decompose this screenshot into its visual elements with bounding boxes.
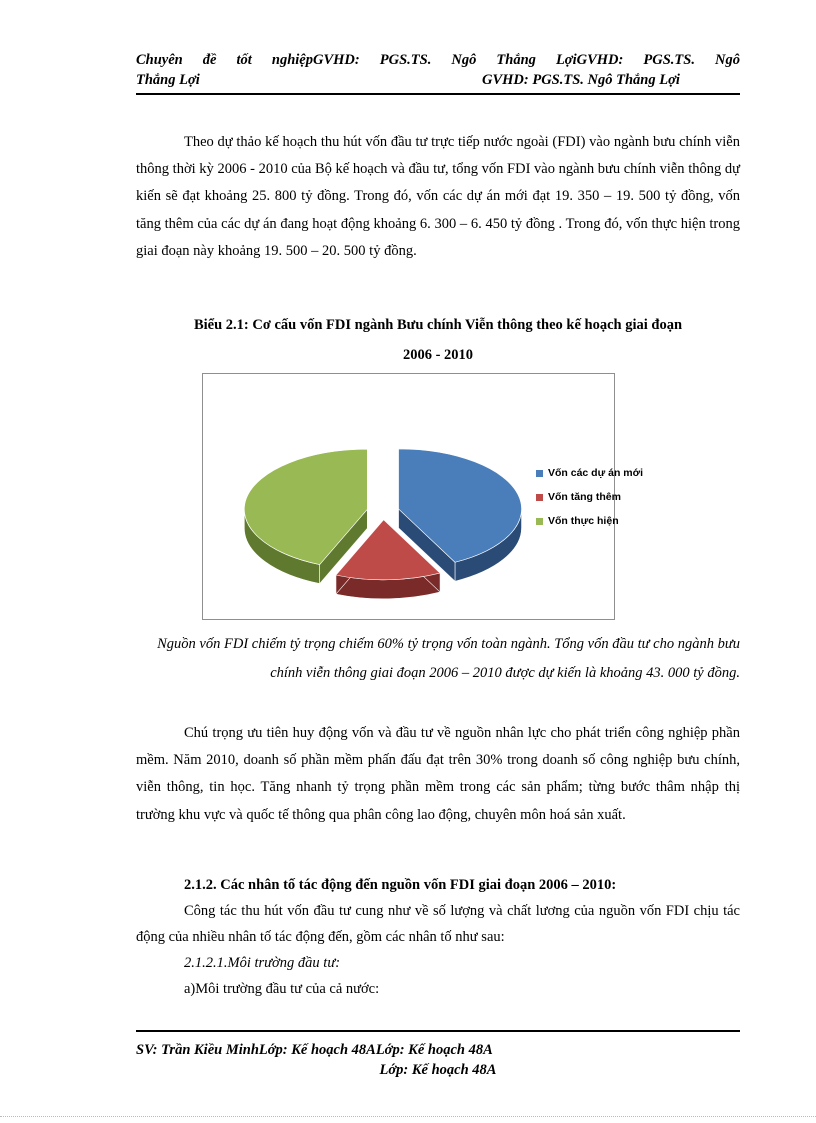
paragraph-fdi-plan: Theo dự thảo kế hoạch thu hút vốn đầu tư trực tiếp nước ngoài (FDI) vào ngành bưu chính viễn thông thời kỳ 2006 - 2010 của Bộ kế hoạch và đầu tư, tổng vốn FDI vào ngành bưu chính viễn thông dự kiến sẽ đạt khoảng 25. 800 tỷ đồng. Trong đó, vốn các dự án mới đạt 19. 350 – 19. 500 tỷ đồng, vốn tăng thêm của các dự án đang hoạt động khoảng 6. 300 – 6. 450 tỷ đồng . Trong đó, vốn thực hiện trong giai đoạn này khoảng 19. 500 – 20. 500 tỷ đồng. [136, 134, 740, 259]
header-rule [136, 93, 740, 95]
legend-item-new-projects [536, 467, 643, 479]
header-line-2 [136, 70, 740, 90]
footer-rule [136, 1030, 740, 1032]
header-line-2-right: GVHD: PGS.TS. Ngô Thắng Lợi [482, 72, 680, 88]
header-line-1: Chuyên đề tốt nghiệpGVHD: PGS.TS. Ngô Thắng LợiGVHD: PGS.TS. Ngô [136, 52, 740, 68]
pie-chart-frame [202, 373, 644, 620]
legend-swatch-new-projects [536, 470, 543, 477]
paragraph-software: Chú trọng ưu tiên huy động vốn và đầu tư về nguồn nhân lực cho phát triển công nghiệp phần mềm. Năm 2010, doanh số phần mềm phấn đấu đạt trên 30% trong doanh số công nghiệp bưu chính, viễn thông, tin học. Tăng nhanh tỷ trọng phần mềm trong các sản phẩm; từng bước thâm nhập thị trường khu vực và quốc tế thông qua phân công lao động, chuyên môn hoá sản xuất. [136, 725, 740, 823]
legend-label-new-projects: Vốn các dự án mới [548, 467, 644, 479]
heading-2-1-2-1: 2.1.2.1.Môi trường đầu tư: [184, 955, 341, 971]
footer-line-2: Lớp: Kế hoạch 48A [379, 1062, 497, 1078]
chart-caption [136, 310, 740, 370]
legend-swatch-additional [536, 494, 543, 501]
chart-caption-line-2: 2006 - 2010 [402, 347, 474, 363]
paragraph-factors: Công tác thu hút vốn đầu tư cung như về số lượng và chất lương của nguồn vốn FDI chịu tác động của nhiều nhân tố tác động đến, gồm các nhân tố như sau: [136, 903, 740, 945]
legend-label-additional: Vốn tăng thêm [548, 491, 621, 503]
footer-line-1: SV: Trần Kiều MinhLớp: Kế hoạch 48ALớp: Kế hoạch 48A [136, 1042, 493, 1058]
legend-swatch-implemented [536, 518, 543, 525]
item-a: a)Môi trường đầu tư của cả nước: [184, 981, 380, 997]
page-bottom-dotted-line [0, 1116, 816, 1117]
legend-item-implemented [536, 515, 619, 527]
chart-caption-line-1: Biểu 2.1: Cơ cấu vốn FDI ngành Bưu chính Viễn thông theo kế hoạch giai đoạn [193, 317, 683, 333]
legend-item-additional [536, 491, 621, 503]
heading-2-1-2: 2.1.2. Các nhân tố tác động đến nguồn vốn FDI giai đoạn 2006 – 2010: [184, 877, 617, 893]
source-note: Nguồn vốn FDI chiếm tỷ trọng chiếm 60% tỷ trọng vốn toàn ngành. Tổng vốn đầu tư cho ngành bưu chính viễn thông giai đoạn 2006 – 2010 được dự kiến là khoảng 43. 000 tỷ đồng. [157, 636, 740, 681]
header-line-2-left: Thắng Lợi [136, 72, 200, 88]
legend-label-implemented: Vốn thực hiện [548, 515, 619, 527]
